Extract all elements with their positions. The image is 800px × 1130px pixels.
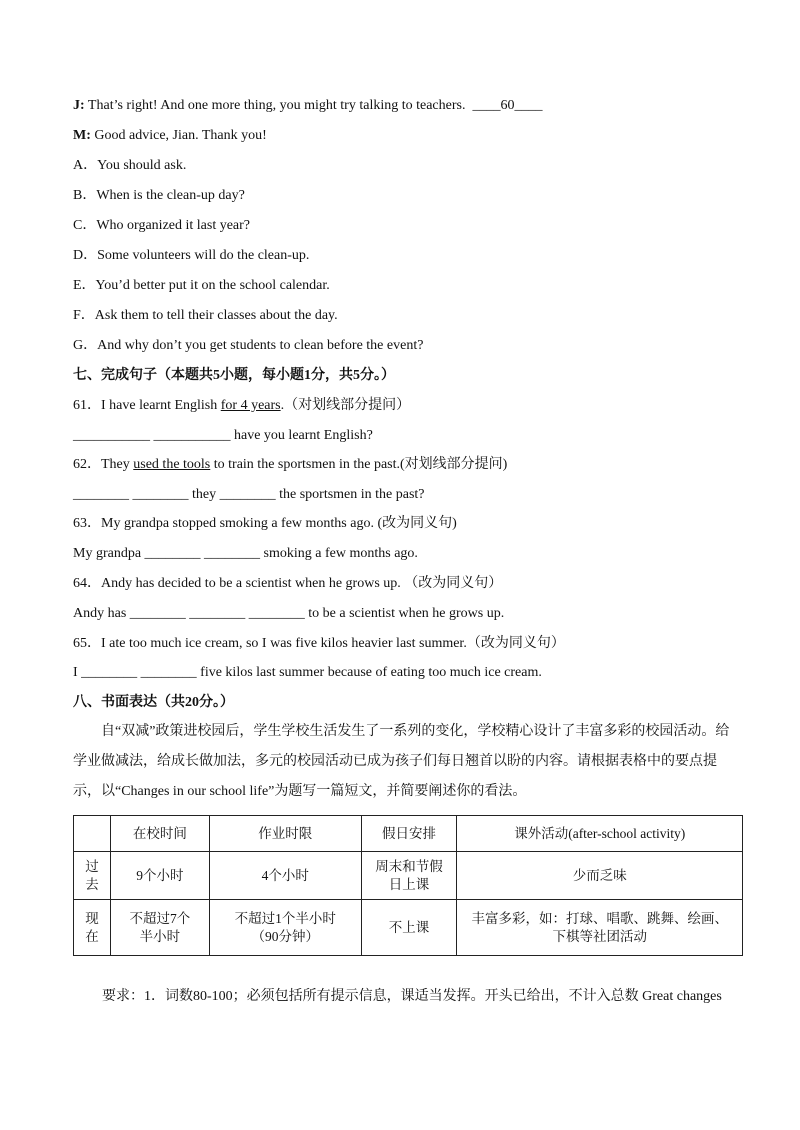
question-63: 63．My grandpa stopped smoking a few months ago. (改为同义句) <box>73 516 457 531</box>
q61-underlined: for 4 years <box>220 398 281 413</box>
option-g: G．And why don’t you get students to clean before the event? <box>73 338 424 353</box>
table-cell: 丰富多彩，如：打球、唱歌、跳舞、绘画、下棋等社团活动 <box>457 900 743 956</box>
dialog-line-j <box>73 97 542 115</box>
answer-63[interactable]: My grandpa ________ ________ smoking a few months ago. <box>73 546 418 561</box>
table-row-past <box>74 852 743 900</box>
option-c: C．Who organized it last year? <box>73 218 251 233</box>
table-cell: 4个小时 <box>209 852 361 900</box>
option-a: A．You should ask. <box>73 158 187 173</box>
table-cell: 现在 <box>74 900 111 956</box>
table-cell: 过去 <box>74 852 111 900</box>
table-cell: 周末和节假日上课 <box>361 852 457 900</box>
q62-pre: 62．They <box>73 457 134 472</box>
dialog-line-m <box>73 127 267 145</box>
table-cell: 少而乏味 <box>457 852 743 900</box>
option-b: B．When is the clean-up day? <box>73 188 245 203</box>
table-cell: 9个小时 <box>110 852 209 900</box>
question-65: 65．I ate too much ice cream, so I was five kilos heavier last summer.（改为同义句） <box>73 636 565 651</box>
answer-blank-60[interactable]: ____60____ <box>472 98 543 113</box>
option-f: F．Ask them to tell their classes about the day. <box>73 308 338 323</box>
speaker-j: J: <box>73 98 85 113</box>
dialog-text-m: Good advice, Jian. Thank you! <box>94 128 267 143</box>
question-61 <box>73 397 410 415</box>
option-e: E．You’d better put it on the school calendar. <box>73 278 330 293</box>
writing-requirement: 要求：1．词数80-100；必须包括所有提示信息，课适当发挥。开头已给出，不计入总数 Great changes <box>102 989 722 1004</box>
option-d: D．Some volunteers will do the clean-up. <box>73 248 310 263</box>
section8-heading: 八、书面表达（共20分。） <box>73 695 234 710</box>
table-cell: 作业时限 <box>209 816 361 852</box>
hints-table <box>73 815 743 956</box>
table-cell: 不超过7个半小时 <box>110 900 209 956</box>
table-cell: 课外活动(after-school activity) <box>457 816 743 852</box>
table-cell: 在校时间 <box>110 816 209 852</box>
answer-61[interactable]: ___________ ___________ have you learnt English? <box>73 428 373 443</box>
q62-post: to train the sportsmen in the past.(对划线部分提问) <box>210 457 508 472</box>
table-cell: 不上课 <box>361 900 457 956</box>
question-64: 64．Andy has decided to be a scientist when he grows up. （改为同义句） <box>73 576 503 591</box>
answer-64[interactable]: Andy has ________ ________ ________ to be a scientist when he grows up. <box>73 606 505 621</box>
answer-62[interactable]: ________ ________ they ________ the sportsmen in the past? <box>73 487 425 502</box>
section7-heading: 七、完成句子（本题共5小题，每小题1分，共5分。） <box>73 368 395 383</box>
answer-65[interactable]: I ________ ________ five kilos last summer because of eating too much ice cream. <box>73 665 542 680</box>
question-62 <box>73 456 507 474</box>
table-cell: 假日安排 <box>361 816 457 852</box>
dialog-text-j: That’s right! And one more thing, you might try talking to teachers. <box>87 98 466 113</box>
speaker-m: M: <box>73 128 91 143</box>
q61-post: .（对划线部分提问） <box>280 398 411 413</box>
table-cell: 不超过1个半小时（90分钟） <box>209 900 361 956</box>
writing-prompt: 自“双减”政策进校园后，学生学校生活发生了一系列的变化，学校精心设计了丰富多彩的校园活动。给学业做减法，给成长做加法，多元的校园活动已成为孩子们每日翘首以盼的内容。请根据表格中的要点提示，以“Changes in our school life”为题写一篇短文，并简要阐述你的看法。 <box>73 724 730 799</box>
table-cell <box>74 816 111 852</box>
table-row-now <box>74 900 743 956</box>
q62-underlined: used the tools <box>133 457 211 472</box>
q61-pre: 61．I have learnt English <box>73 398 221 413</box>
table-header-row <box>74 816 743 852</box>
